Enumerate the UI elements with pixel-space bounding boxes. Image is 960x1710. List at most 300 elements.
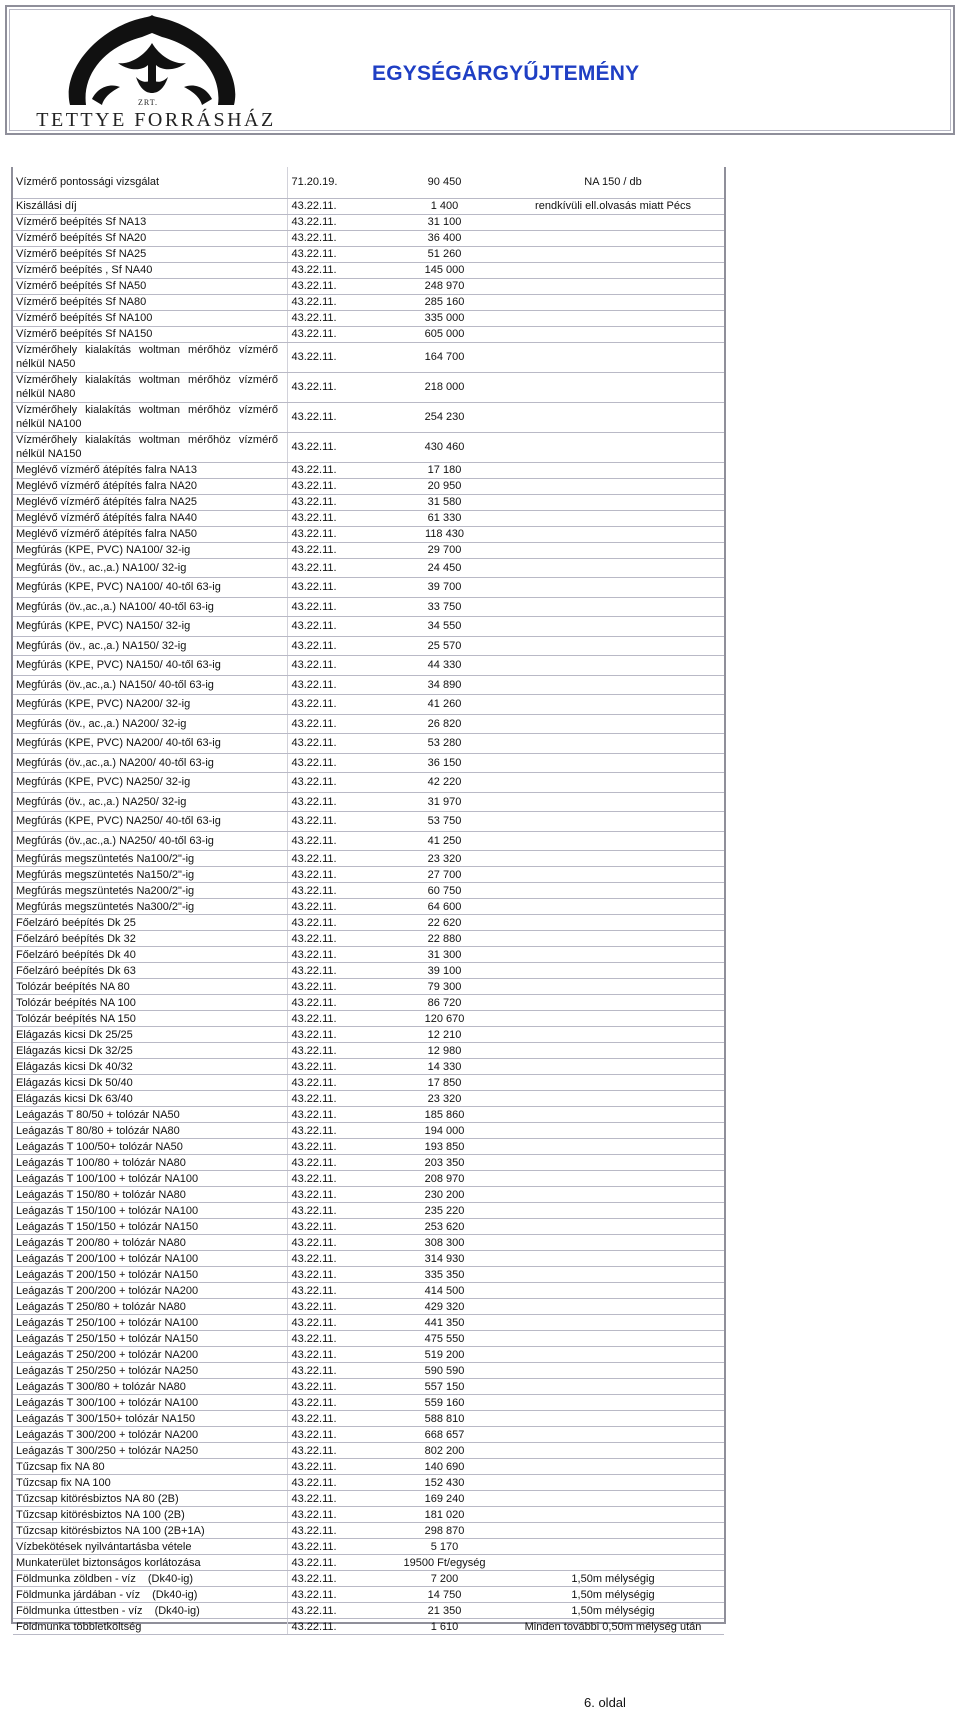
table-row (13, 230, 724, 246)
company-logo (32, 13, 276, 131)
item-name-cell (13, 1107, 287, 1123)
item-name: Vízmérőhely kialakítás woltman mérőhöz vízmérő nélkül NA50 (16, 344, 278, 370)
table-row (13, 326, 724, 342)
item-name: Leágazás T 100/100 + tolózár NA100 (16, 1172, 199, 1185)
price-table (13, 167, 724, 1635)
table-row (13, 1619, 724, 1635)
item-price-cell: 34 550 (387, 617, 502, 637)
item-name-cell (13, 1363, 287, 1379)
table-row (13, 1395, 724, 1411)
item-price-cell: 475 550 (387, 1331, 502, 1347)
item-note-cell (502, 883, 724, 899)
item-code-cell: 43.22.11. (287, 326, 387, 342)
item-note-cell (502, 342, 724, 372)
item-name-cell (13, 1251, 287, 1267)
item-note-cell (502, 526, 724, 542)
logo-small-text: ZRT. (138, 98, 159, 107)
item-price-cell: 26 820 (387, 714, 502, 734)
item-note-cell (502, 714, 724, 734)
item-code-cell: 43.22.11. (287, 1395, 387, 1411)
item-note-cell: Minden további 0,50m mélység után (502, 1619, 724, 1635)
table-row (13, 1203, 724, 1219)
item-code-cell: 43.22.11. (287, 931, 387, 947)
item-name-cell (13, 1571, 287, 1587)
item-note-cell (502, 773, 724, 793)
item-name: Elágazás kicsi Dk 63/40 (16, 1092, 133, 1105)
table-row (13, 1027, 724, 1043)
item-price-cell: 7 200 (387, 1571, 502, 1587)
table-row (13, 198, 724, 214)
item-name: Kiszállási díj (16, 200, 77, 212)
item-code-cell: 43.22.11. (287, 1171, 387, 1187)
item-name-cell (13, 812, 287, 832)
table-row (13, 617, 724, 637)
item-code-cell: 43.22.11. (287, 1539, 387, 1555)
item-name-cell (13, 1347, 287, 1363)
item-price-cell: 185 860 (387, 1107, 502, 1123)
item-price-cell: 41 250 (387, 831, 502, 851)
item-name: Megfúrás (öv.,ac.,a.) NA100/ 40-től 63-ig (16, 600, 214, 613)
item-code-cell: 43.22.11. (287, 214, 387, 230)
item-price-cell: 29 700 (387, 542, 502, 558)
item-name: Elágazás kicsi Dk 32/25 (16, 1044, 133, 1057)
item-note-cell (502, 1331, 724, 1347)
table-row (13, 578, 724, 598)
item-name: Leágazás T 200/100 + tolózár NA100 (16, 1252, 199, 1265)
item-note-cell (502, 792, 724, 812)
item-name: Főelzáró beépítés Dk 25 (16, 916, 136, 929)
item-name: Leágazás T 100/50+ tolózár NA50 (16, 1140, 183, 1153)
item-note-cell (502, 1267, 724, 1283)
item-name: Megfúrás (öv.,ac.,a.) NA250/ 40-től 63-ig (16, 834, 214, 847)
item-price-cell: 169 240 (387, 1491, 502, 1507)
item-name: Leágazás T 300/250 + tolózár NA250 (16, 1444, 199, 1457)
item-code-cell: 43.22.11. (287, 558, 387, 578)
item-note-cell: 1,50m mélységig (502, 1603, 724, 1619)
table-row (13, 510, 724, 526)
item-code-cell: 71.20.19. (287, 167, 387, 198)
table-row (13, 714, 724, 734)
item-note-cell (502, 851, 724, 867)
table-row (13, 831, 724, 851)
item-price-cell: 39 100 (387, 963, 502, 979)
item-name-cell (13, 1459, 287, 1475)
item-code-cell: 43.22.11. (287, 246, 387, 262)
item-code-cell: 43.22.11. (287, 1107, 387, 1123)
item-name-cell (13, 753, 287, 773)
item-name: Megfúrás megszüntetés Na200/2"-ig (16, 884, 195, 897)
item-code-cell: 43.22.11. (287, 1347, 387, 1363)
item-price-cell: 33 750 (387, 597, 502, 617)
item-name: Megfúrás megszüntetés Na300/2"-ig (16, 900, 195, 913)
table-row (13, 1043, 724, 1059)
item-code-cell: 43.22.11. (287, 402, 387, 432)
item-price-cell: 36 150 (387, 753, 502, 773)
table-row (13, 1331, 724, 1347)
item-code-cell: 43.22.11. (287, 432, 387, 462)
item-name-cell (13, 995, 287, 1011)
item-note-cell (502, 695, 724, 715)
item-name: Tolózár beépítés NA 150 (16, 1012, 136, 1025)
item-note-cell (502, 558, 724, 578)
item-name-cell (13, 1139, 287, 1155)
item-code-cell: 43.22.11. (287, 899, 387, 915)
table-row (13, 478, 724, 494)
table-row (13, 1411, 724, 1427)
item-price-cell: 22 620 (387, 915, 502, 931)
item-name: Földmunka többletköltség (16, 1620, 142, 1633)
item-note-cell (502, 246, 724, 262)
item-name-cell (13, 294, 287, 310)
item-note-cell (502, 510, 724, 526)
table-row (13, 1491, 724, 1507)
item-name-cell (13, 1315, 287, 1331)
item-code-cell: 43.22.11. (287, 294, 387, 310)
table-row (13, 1587, 724, 1603)
item-name: Leágazás T 300/100 + tolózár NA100 (16, 1396, 199, 1409)
item-code-cell: 43.22.11. (287, 310, 387, 326)
item-code-cell: 43.22.11. (287, 636, 387, 656)
item-name-cell (13, 656, 287, 676)
item-name-cell (13, 402, 287, 432)
item-name: Megfúrás (KPE, PVC) NA100/ 32-ig (16, 544, 191, 556)
item-name-cell (13, 558, 287, 578)
item-note-cell (502, 1555, 724, 1571)
item-price-cell: 519 200 (387, 1347, 502, 1363)
item-name-cell (13, 342, 287, 372)
table-row (13, 1219, 724, 1235)
item-price-cell: 53 750 (387, 812, 502, 832)
item-name: Leágazás T 300/200 + tolózár NA200 (16, 1428, 199, 1441)
item-code-cell: 43.22.11. (287, 1219, 387, 1235)
item-name: Leágazás T 300/150+ tolózár NA150 (16, 1412, 196, 1425)
item-price-cell: 44 330 (387, 656, 502, 676)
table-row (13, 1603, 724, 1619)
item-name-cell (13, 883, 287, 899)
item-code-cell: 43.22.11. (287, 478, 387, 494)
item-code-cell: 43.22.11. (287, 714, 387, 734)
item-name: Elágazás kicsi Dk 50/40 (16, 1076, 133, 1089)
table-row (13, 1379, 724, 1395)
item-name-cell (13, 597, 287, 617)
table-row (13, 1123, 724, 1139)
item-note-cell (502, 1187, 724, 1203)
item-price-cell: 61 330 (387, 510, 502, 526)
item-name-cell (13, 695, 287, 715)
item-code-cell: 43.22.11. (287, 883, 387, 899)
table-row (13, 773, 724, 793)
item-note-cell (502, 597, 724, 617)
item-name-cell (13, 494, 287, 510)
item-name-cell (13, 1123, 287, 1139)
item-note-cell (502, 1283, 724, 1299)
item-note-cell: rendkívüli ell.olvasás miatt Pécs (502, 198, 724, 214)
item-name-cell (13, 526, 287, 542)
item-name: Tolózár beépítés NA 80 (16, 980, 130, 993)
item-code-cell: 43.22.11. (287, 656, 387, 676)
table-row (13, 294, 724, 310)
item-price-cell: 193 850 (387, 1139, 502, 1155)
item-price-cell: 588 810 (387, 1411, 502, 1427)
item-code-cell: 43.22.11. (287, 1139, 387, 1155)
table-row (13, 812, 724, 832)
item-name: Leágazás T 200/200 + tolózár NA200 (16, 1284, 199, 1297)
item-name: Földmunka járdában - víz (16, 1588, 141, 1601)
table-row (13, 1315, 724, 1331)
item-code-cell: 43.22.11. (287, 1123, 387, 1139)
table-row (13, 1075, 724, 1091)
item-name: Leágazás T 150/80 + tolózár NA80 (16, 1188, 186, 1201)
item-note-cell (502, 1411, 724, 1427)
item-name-cell (13, 1475, 287, 1491)
table-row (13, 1155, 724, 1171)
table-row (13, 867, 724, 883)
table-row (13, 636, 724, 656)
item-note-cell (502, 995, 724, 1011)
item-price-cell: 31 580 (387, 494, 502, 510)
item-note-cell (502, 1027, 724, 1043)
item-price-cell: 41 260 (387, 695, 502, 715)
item-name-cell (13, 372, 287, 402)
item-code-cell: 43.22.11. (287, 1075, 387, 1091)
item-code-cell: 43.22.11. (287, 526, 387, 542)
table-row (13, 1299, 724, 1315)
table-row (13, 462, 724, 478)
item-name: Vízmérőhely kialakítás woltman mérőhöz vízmérő nélkül NA150 (16, 434, 278, 460)
item-name-cell (13, 915, 287, 931)
item-name: Meglévő vízmérő átépítés falra NA25 (16, 496, 197, 508)
table-row (13, 542, 724, 558)
item-note-cell (502, 1155, 724, 1171)
item-name-cell (13, 1155, 287, 1171)
item-name: Elágazás kicsi Dk 25/25 (16, 1028, 133, 1041)
item-note-cell (502, 867, 724, 883)
item-name: Földmunka zöldben - víz (16, 1572, 136, 1585)
table-row (13, 753, 724, 773)
item-name: Megfúrás (KPE, PVC) NA200/ 40-től 63-ig (16, 737, 221, 750)
item-code-cell: 43.22.11. (287, 1331, 387, 1347)
item-price-cell: 34 890 (387, 675, 502, 695)
item-code-cell: 43.22.11. (287, 1555, 387, 1571)
item-name-cell (13, 214, 287, 230)
item-code-cell: 43.22.11. (287, 1507, 387, 1523)
item-name: Munkaterület biztonságos korlátozása (16, 1556, 201, 1569)
item-price-cell: 203 350 (387, 1155, 502, 1171)
item-note-cell (502, 1123, 724, 1139)
item-name-cell (13, 1235, 287, 1251)
table-row (13, 851, 724, 867)
item-code-cell: 43.22.11. (287, 372, 387, 402)
table-row (13, 1443, 724, 1459)
item-code-cell: 43.22.11. (287, 278, 387, 294)
item-code-cell: 43.22.11. (287, 1155, 387, 1171)
item-note-cell (502, 1507, 724, 1523)
table-row (13, 963, 724, 979)
item-name: Tűzcsap kitörésbiztos NA 80 (2B) (16, 1492, 179, 1505)
item-code-cell: 43.22.11. (287, 262, 387, 278)
table-row (13, 1011, 724, 1027)
item-note-cell (502, 294, 724, 310)
item-price-cell: 308 300 (387, 1235, 502, 1251)
table-row (13, 1267, 724, 1283)
item-name: Megfúrás (KPE, PVC) NA150/ 32-ig (16, 620, 191, 633)
item-name-cell (13, 1267, 287, 1283)
item-price-cell: 86 720 (387, 995, 502, 1011)
item-name: Leágazás T 200/150 + tolózár NA150 (16, 1268, 199, 1281)
table-row (13, 1091, 724, 1107)
item-code-cell: 43.22.11. (287, 1043, 387, 1059)
table-row (13, 995, 724, 1011)
item-note-cell (502, 915, 724, 931)
table-row (13, 1539, 724, 1555)
item-name-cell (13, 578, 287, 598)
item-price-cell: 118 430 (387, 526, 502, 542)
item-note-cell (502, 1091, 724, 1107)
item-name: Vízmérő beépítés Sf NA25 (16, 248, 147, 260)
item-name-cell (13, 510, 287, 526)
item-name-cell (13, 478, 287, 494)
item-price-cell: 25 570 (387, 636, 502, 656)
table-row (13, 899, 724, 915)
item-name: Megfúrás (öv.,ac.,a.) NA150/ 40-től 63-ig (16, 678, 214, 691)
item-name-cell (13, 1219, 287, 1235)
item-name: Vízmérő beépítés Sf NA80 (16, 296, 147, 308)
item-name-suffix: (Dk40-ig) (147, 1572, 194, 1585)
item-price-cell: 12 210 (387, 1027, 502, 1043)
item-price-cell: 668 657 (387, 1427, 502, 1443)
item-name-suffix: (Dk40-ig) (152, 1588, 198, 1601)
table-row (13, 432, 724, 462)
item-name: Tolózár beépítés NA 100 (16, 996, 136, 1009)
table-row (13, 214, 724, 230)
item-name-cell (13, 1555, 287, 1571)
item-price-cell: 441 350 (387, 1315, 502, 1331)
item-price-cell: 31 100 (387, 214, 502, 230)
item-code-cell: 43.22.11. (287, 773, 387, 793)
item-name: Leágazás T 80/50 + tolózár NA50 (16, 1108, 180, 1121)
table-row (13, 1171, 724, 1187)
item-name: Megfúrás (öv., ac.,a.) NA100/ 32-ig (16, 561, 187, 574)
item-name-cell (13, 262, 287, 278)
item-code-cell: 43.22.11. (287, 542, 387, 558)
item-price-cell: 31 970 (387, 792, 502, 812)
item-name-cell (13, 831, 287, 851)
item-price-cell: 557 150 (387, 1379, 502, 1395)
item-price-cell: 60 750 (387, 883, 502, 899)
table-row (13, 310, 724, 326)
item-name: Földmunka úttestben - víz (16, 1604, 143, 1617)
item-name: Tűzcsap kitörésbiztos NA 100 (2B) (16, 1508, 185, 1521)
table-row (13, 558, 724, 578)
item-note-cell (502, 432, 724, 462)
item-price-cell: 51 260 (387, 246, 502, 262)
item-name: Megfúrás (KPE, PVC) NA250/ 32-ig (16, 776, 191, 789)
table-row (13, 883, 724, 899)
item-code-cell: 43.22.11. (287, 1299, 387, 1315)
item-code-cell: 43.22.11. (287, 1443, 387, 1459)
item-note-cell (502, 734, 724, 754)
table-row (13, 1363, 724, 1379)
item-code-cell: 43.22.11. (287, 342, 387, 372)
item-price-cell: 235 220 (387, 1203, 502, 1219)
item-code-cell: 43.22.11. (287, 1315, 387, 1331)
item-name-cell (13, 675, 287, 695)
item-price-cell: 36 400 (387, 230, 502, 246)
item-code-cell: 43.22.11. (287, 734, 387, 754)
item-price-cell: 19500 Ft/egység (387, 1555, 502, 1571)
item-code-cell: 43.22.11. (287, 1571, 387, 1587)
item-note-cell (502, 494, 724, 510)
item-note-cell (502, 1523, 724, 1539)
item-price-cell: 802 200 (387, 1443, 502, 1459)
table-row (13, 1347, 724, 1363)
item-name: Megfúrás (KPE, PVC) NA200/ 32-ig (16, 698, 191, 711)
item-price-cell: 23 320 (387, 851, 502, 867)
item-name: Meglévő vízmérő átépítés falra NA20 (16, 480, 197, 492)
table-row (13, 1283, 724, 1299)
table-row (13, 734, 724, 754)
table-row (13, 372, 724, 402)
item-note-cell (502, 1139, 724, 1155)
item-name: Megfúrás (KPE, PVC) NA150/ 40-től 63-ig (16, 659, 221, 672)
item-price-cell: 218 000 (387, 372, 502, 402)
item-name-cell (13, 931, 287, 947)
item-price-cell: 12 980 (387, 1043, 502, 1059)
item-note-cell (502, 1043, 724, 1059)
item-price-cell: 27 700 (387, 867, 502, 883)
item-code-cell: 43.22.11. (287, 1059, 387, 1075)
item-name: Vízmérő pontossági vizsgálat (16, 176, 160, 189)
table-row (13, 1187, 724, 1203)
item-code-cell: 43.22.11. (287, 1523, 387, 1539)
price-table-body (13, 167, 724, 1635)
item-price-cell: 23 320 (387, 1091, 502, 1107)
item-code-cell: 43.22.11. (287, 1603, 387, 1619)
item-note-cell (502, 931, 724, 947)
item-note-cell (502, 899, 724, 915)
item-note-cell (502, 326, 724, 342)
item-note-cell: 1,50m mélységig (502, 1587, 724, 1603)
item-name: Leágazás T 250/250 + tolózár NA250 (16, 1364, 199, 1377)
item-code-cell: 43.22.11. (287, 1379, 387, 1395)
item-price-cell: 5 170 (387, 1539, 502, 1555)
item-note-cell (502, 478, 724, 494)
item-note-cell (502, 1395, 724, 1411)
item-code-cell: 43.22.11. (287, 979, 387, 995)
item-code-cell: 43.22.11. (287, 947, 387, 963)
page-number: 6. oldal (584, 1695, 626, 1710)
item-name-cell (13, 1443, 287, 1459)
item-price-cell: 17 850 (387, 1075, 502, 1091)
item-name: Vízmérő beépítés Sf NA13 (16, 216, 147, 228)
item-price-cell: 53 280 (387, 734, 502, 754)
item-code-cell: 43.22.11. (287, 792, 387, 812)
item-code-cell: 43.22.11. (287, 494, 387, 510)
item-price-cell: 14 750 (387, 1587, 502, 1603)
table-row (13, 167, 724, 198)
item-price-cell: 164 700 (387, 342, 502, 372)
table-row (13, 342, 724, 372)
table-row (13, 979, 724, 995)
item-note-cell (502, 1379, 724, 1395)
item-name-cell (13, 1395, 287, 1411)
table-row (13, 656, 724, 676)
item-code-cell: 43.22.11. (287, 1427, 387, 1443)
item-name-cell (13, 1331, 287, 1347)
item-name-cell (13, 947, 287, 963)
item-note-cell (502, 1443, 724, 1459)
table-row (13, 278, 724, 294)
